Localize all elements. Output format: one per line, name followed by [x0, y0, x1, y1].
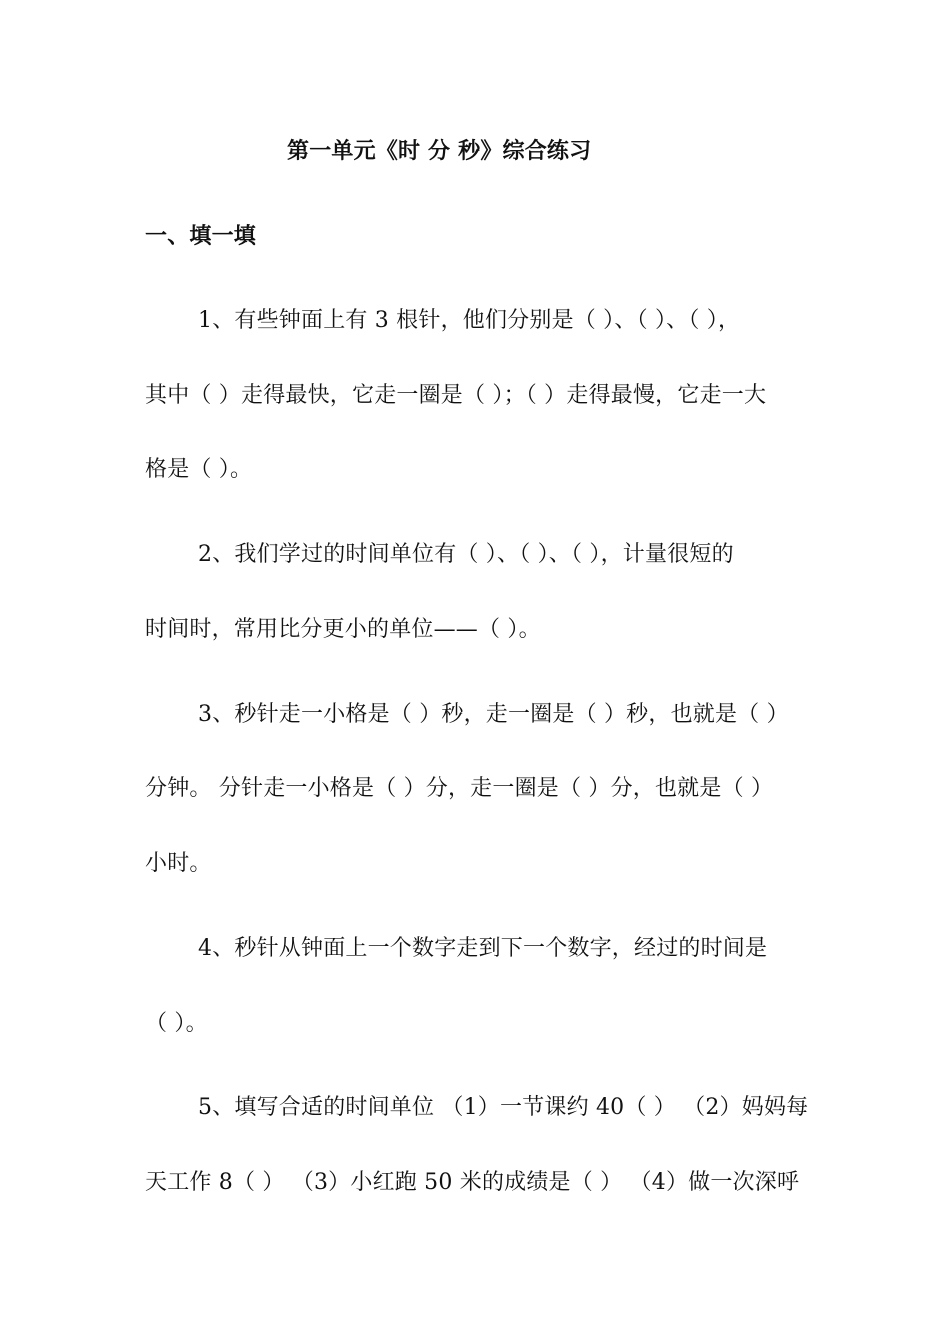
section-heading: 一、填一填	[145, 223, 257, 249]
question-5-line-1: 5、填写合适的时间单位 （1）一节课约 40（ ） （2）妈妈每	[198, 1095, 809, 1120]
question-1-line-2: 其中（ ）走得最快，它走一圈是（ ）；（ ）走得最慢，它走一大	[145, 383, 767, 408]
question-3-line-3: 小时。	[145, 851, 212, 876]
question-3-line-2: 分钟。 分针走一小格是（ ）分，走一圈是（ ）分，也就是（ ）	[145, 776, 774, 801]
question-2-line-2: 时间时，常用比分更小的单位——（ ）。	[145, 617, 541, 642]
question-2-line-1: 2、我们学过的时间单位有（ ）、（ ）、（ ），计量很短的	[198, 542, 734, 567]
question-1-line-1: 1、有些钟面上有 3 根针，他们分别是（ ）、（ ）、（ ），	[198, 308, 741, 333]
question-4-line-1: 4、秒针从钟面上一个数字走到下一个数字，经过的时间是	[198, 936, 768, 961]
page-title: 第一单元《时 分 秒》综合练习	[287, 138, 592, 164]
question-3-line-1: 3、秒针走一小格是（ ）秒，走一圈是（ ）秒，也就是（ ）	[198, 702, 789, 727]
question-1-line-3: 格是（ ）。	[145, 457, 253, 482]
question-4-line-2: （ ）。	[145, 1011, 208, 1036]
question-5-line-2: 天工作 8（ ） （3）小红跑 50 米的成绩是（ ） （4）做一次深呼	[145, 1170, 800, 1195]
